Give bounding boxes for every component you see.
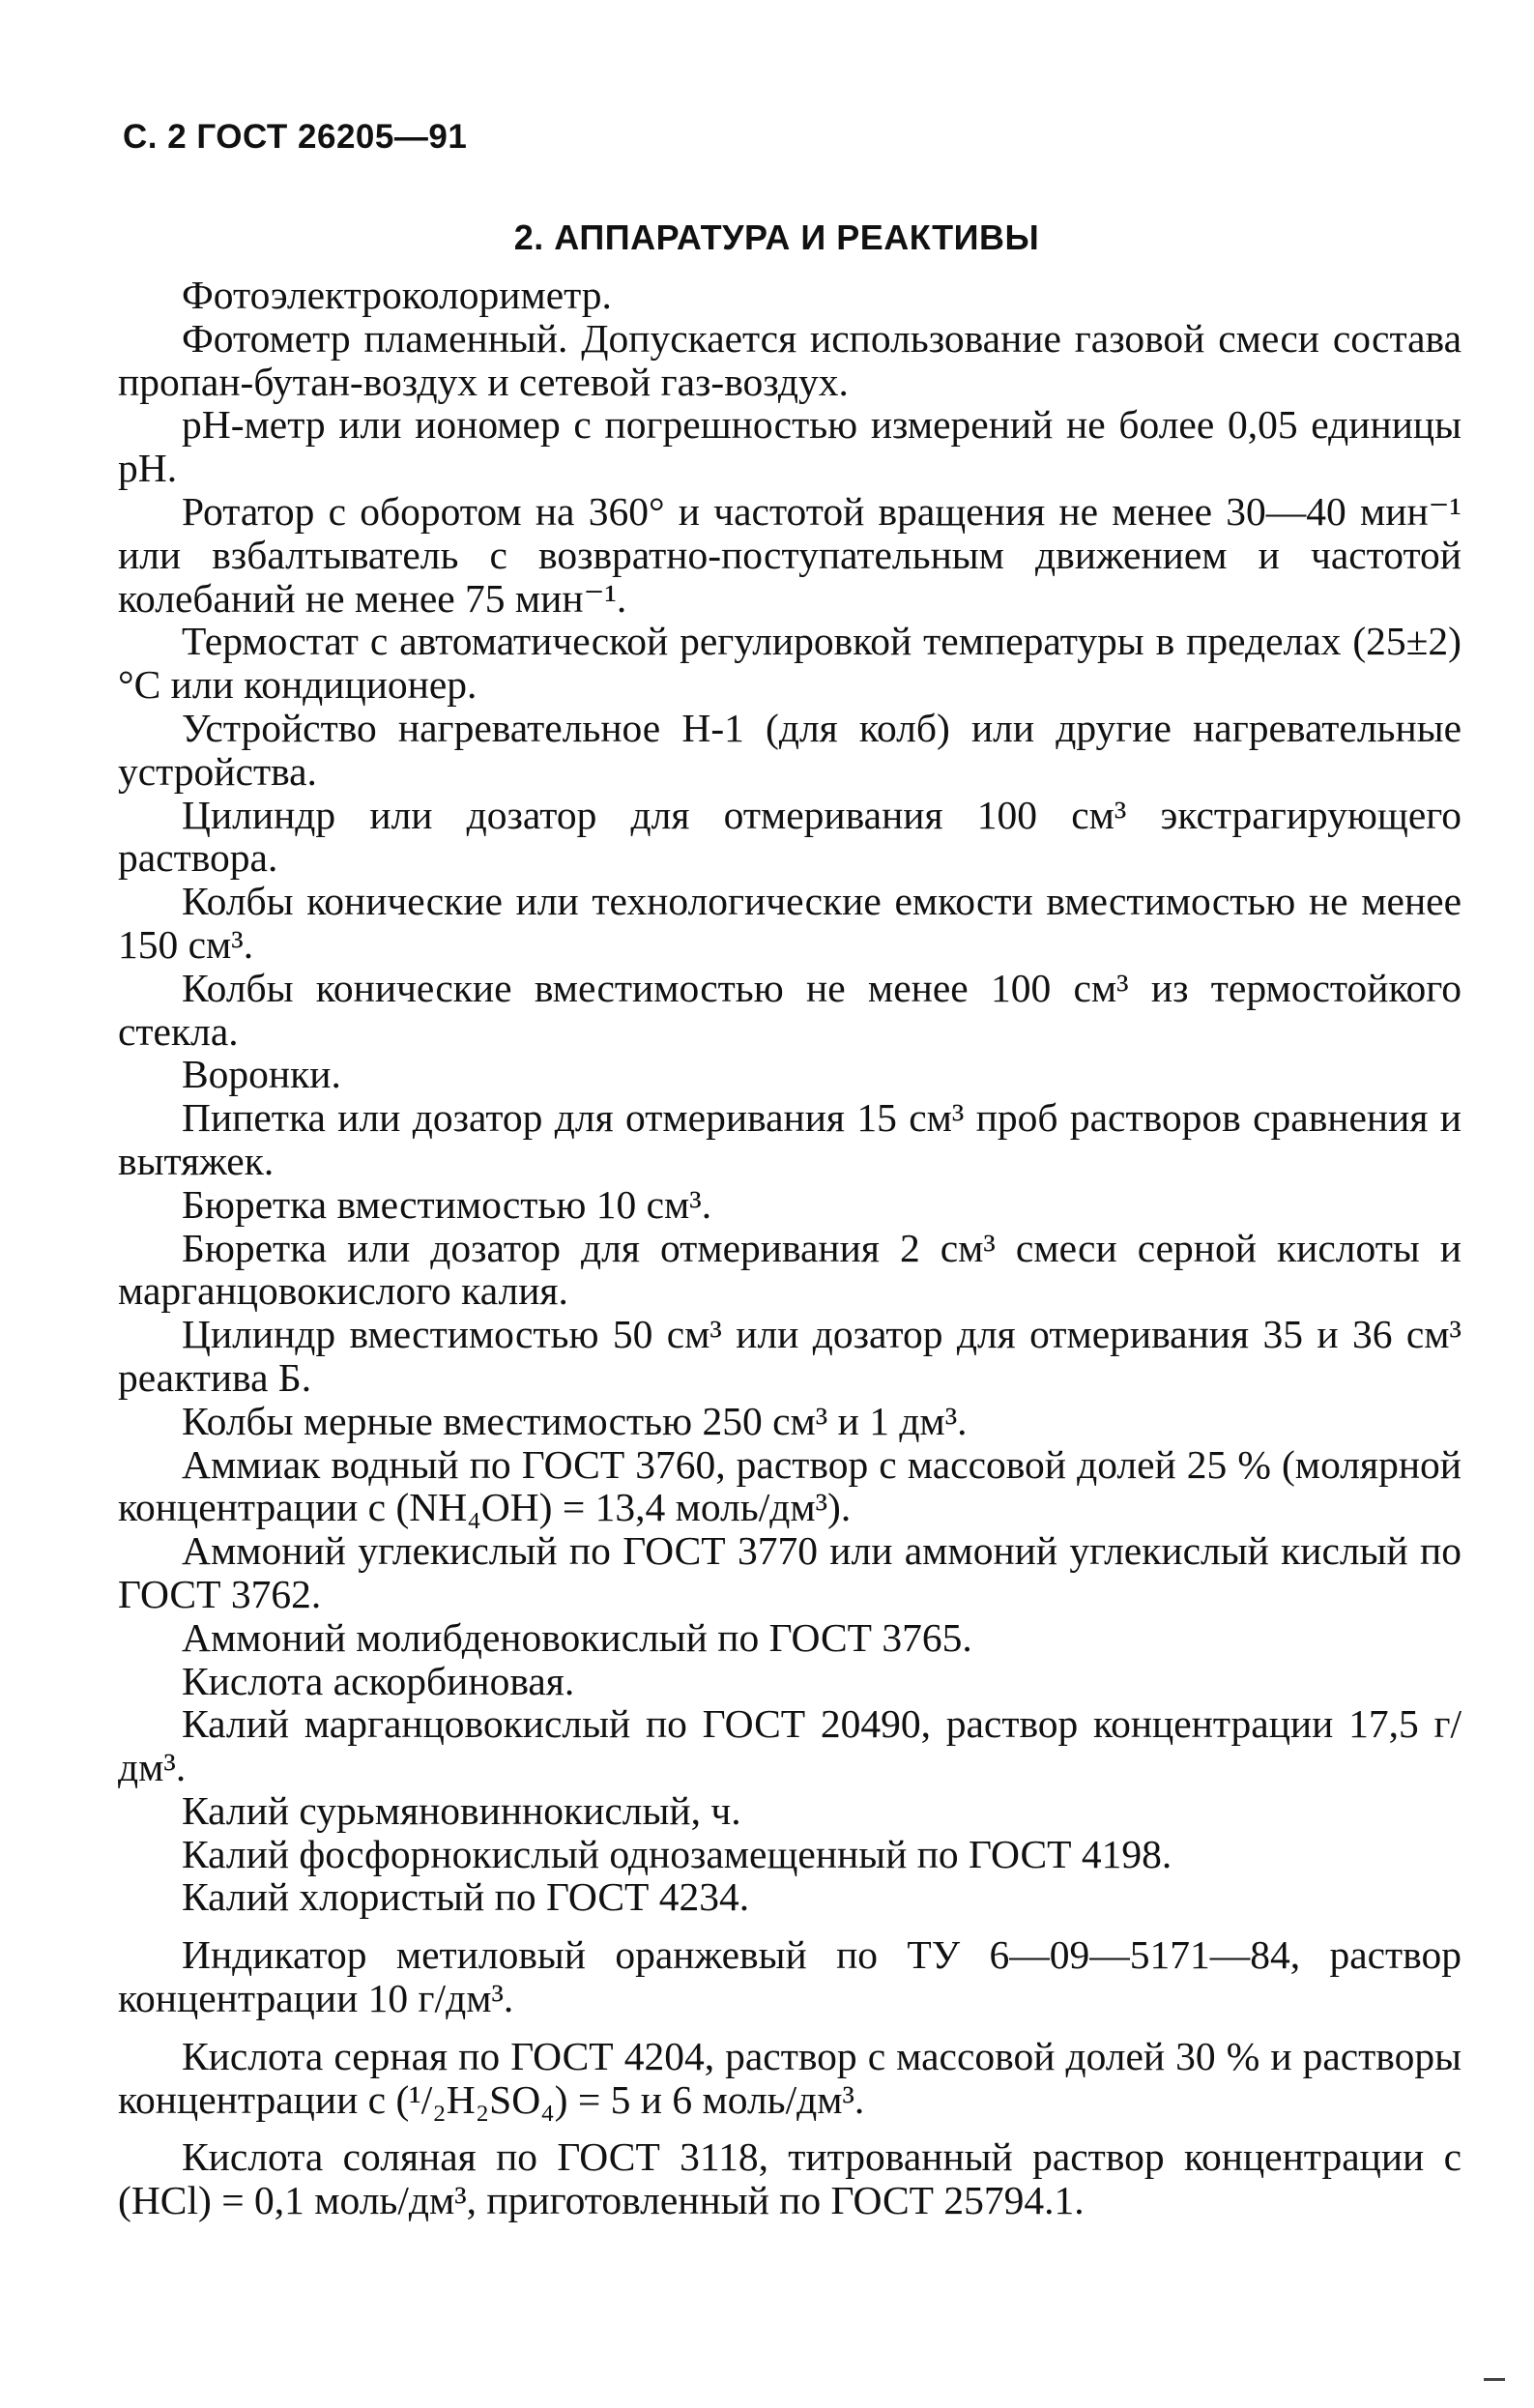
paragraph: Цилиндр вместимостью 50 см³ или дозатор для отмеривания 35 и 36 см³ реактива Б. xyxy=(118,1312,1462,1400)
paragraph: Бюретка или дозатор для отмеривания 2 см³ смеси серной кислоты и марганцовокислого калия. xyxy=(118,1225,1462,1314)
paragraph: Колбы конические или технологические емкости вместимостью не менее 150 см³. xyxy=(118,879,1462,967)
paragraph: Фотометр пламенный. Допускается использование газовой смеси состава пропан-бутан-воздух и сетевой газ-воздух. xyxy=(118,315,1462,404)
section-body xyxy=(118,274,1462,2222)
paragraph: Фотоэлектроколориметр. xyxy=(182,273,612,317)
paragraph: Калий сурьмяновиннокислый, ч. xyxy=(182,1787,741,1833)
paragraph: Калий фосфорнокислый однозамещенный по ГОСТ 4198. xyxy=(182,1831,1172,1876)
paragraph: Индикатор метиловый оранжевый по ТУ 6—09—5171—84, раствор концентрации 10 г/дм³. xyxy=(118,1932,1462,2021)
paragraph: Пипетка или дозатор для отмеривания 15 см³ проб растворов сравнения и вытяжек. xyxy=(118,1095,1462,1183)
paragraph: Кислота соляная по ГОСТ 3118, титрованный раствор концентрации c (HCl) = 0,1 моль/дм³, приготовленный по ГОСТ 25794.1. xyxy=(118,2134,1462,2223)
paragraph: Аммоний молибденовокислый по ГОСТ 3765. xyxy=(182,1614,972,1660)
paragraph: Термостат с автоматической регулировкой температуры в пределах (25±2)°С или кондиционер. xyxy=(118,619,1462,708)
page-header: С. 2 ГОСТ 26205—91 xyxy=(123,118,468,156)
paragraph: Бюретка вместимостью 10 см³. xyxy=(182,1181,712,1227)
paragraph: Колбы конические вместимостью не менее 100 см³ из термостойкого стекла. xyxy=(118,965,1462,1054)
paragraph: Аммоний углекислый по ГОСТ 3770 или аммоний углекислый кислый по ГОСТ 3762. xyxy=(118,1528,1462,1616)
paragraph: Кислота аскорбиновая. xyxy=(182,1658,575,1703)
paragraph: Воронки. xyxy=(182,1052,341,1097)
paragraph: рН-метр или иономер с погрешностью измерений не более 0,05 единицы рН. xyxy=(118,402,1462,491)
paragraph: Устройство нагревательное Н-1 (для колб) или другие нагревательные устройства. xyxy=(118,705,1462,794)
page-edge-mark xyxy=(1484,2378,1505,2381)
paragraph: Ротатор с оборотом на 360° и частотой вращения не менее 30—40 мин⁻¹ или взбалтыватель с возвратно-поступательным движением и частотой колебаний не менее 75 мин⁻¹. xyxy=(118,488,1462,621)
paragraph: Кислота серная по ГОСТ 4204, раствор с массовой долей 30 % и растворы концентрации c (¹/₂H₂SO₄) = 5 и 6 моль/дм³. xyxy=(118,2033,1462,2122)
paragraph: Калий марганцовокислый по ГОСТ 20490, раствор концентрации 17,5 г/дм³. xyxy=(118,1701,1462,1790)
section-title: 2. АППАРАТУРА И РЕАКТИВЫ xyxy=(513,218,1040,257)
paragraph: Цилиндр или дозатор для отмеривания 100 см³ экстрагирующего раствора. xyxy=(118,792,1462,881)
paragraph: Колбы мерные вместимостью 250 см³ и 1 дм³. xyxy=(182,1398,968,1443)
paragraph: Аммиак водный по ГОСТ 3760, раствор с массовой долей 25 % (молярной концентрации c (NH₄OH) = 13,4 моль/дм³). xyxy=(118,1441,1462,1530)
paragraph: Калий хлористый по ГОСТ 4234. xyxy=(182,1874,750,1920)
